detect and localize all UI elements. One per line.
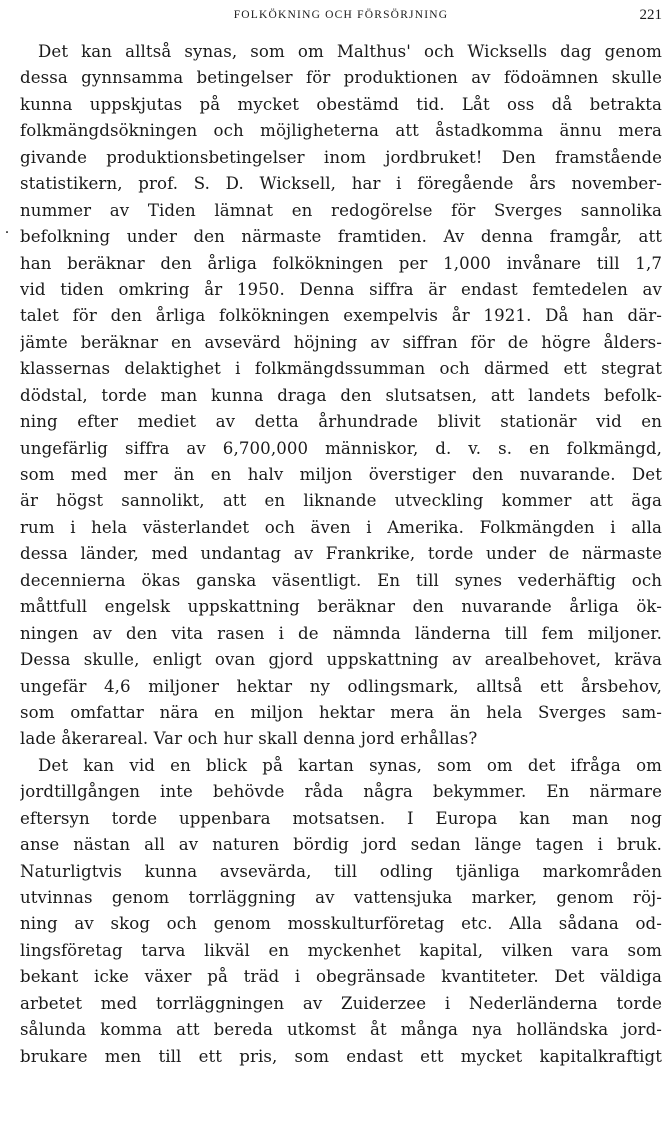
text-line: han beräknar den årliga folkökningen per 1,000 invånare till 1,7 [20, 253, 662, 273]
text-line: ungefärlig siffra av 6,700,000 människor, d. v. s. en folkmängd, [20, 438, 662, 458]
page-header [20, 6, 662, 28]
text-line: Naturligtvis kunna avsevärda, till odling tjänliga markområden [20, 861, 662, 881]
text-line: är högst sannolikt, att en liknande utveckling kommer att äga [20, 491, 662, 511]
text-line: som omfattar nära en miljon hektar mera än hela Sverges sam- [20, 702, 662, 722]
text-line: vid tiden omkring år 1950. Denna siffra är endast femtedelen av [20, 279, 662, 299]
text-line: kunna uppskjutas på mycket obestämd tid. Låt oss då betrakta [20, 94, 662, 114]
text-line: dessa länder, med undantag av Frankrike, torde under de närmaste [20, 544, 662, 564]
paragraph-2 [20, 753, 662, 1070]
body-text [20, 39, 662, 1070]
text-line: ning efter mediet av detta århundrade blivit stationär vid en [20, 412, 662, 432]
text-line: nummer av Tiden lämnat en redogörelse för Sverges sannolika [20, 200, 662, 220]
paragraph-1 [20, 39, 662, 753]
text-line: talet för den årliga folkökningen exempelvis år 1921. Då han där- [20, 306, 662, 326]
text-line: utvinnas genom torrläggning av vattensjuka marker, genom röj- [20, 888, 662, 907]
text-line: ningen av den vita rasen i de nämnda länderna till fem miljoner. [20, 623, 662, 643]
margin-mark: . [5, 220, 9, 237]
text-line: dessa gynnsamma betingelser för produktionen av födoämnen skulle [20, 68, 662, 88]
text-line: lade åkerareal. Var och hur skall denna jord erhållas? [20, 729, 478, 749]
text-line: anse nästan all av naturen bördig jord sedan länge tagen i bruk. [20, 835, 662, 855]
text-line: Det kan vid en blick på kartan synas, som om det ifråga om [38, 755, 662, 775]
text-line: lingsföretag tarva likväl en myckenhet kapital, vilken vara som [20, 940, 662, 960]
page-number: 221 [639, 7, 662, 23]
running-head: FOLKÖKNING OCH FÖRSÖRJNING [233, 9, 449, 21]
text-line: som med mer än en halv miljon överstiger den nuvarande. Det [20, 465, 662, 484]
text-line: sålunda komma att bereda utkomst åt många nya holländska jord- [20, 1020, 662, 1040]
text-line: arbetet med torrläggningen av Zuiderzee i Nederländerna torde [20, 993, 662, 1013]
text-line: folkmängdsökningen och möjligheterna att åstadkomma ännu mera [20, 121, 662, 141]
text-line: jordtillgången inte behövde råda några bekymmer. En närmare [20, 782, 662, 802]
text-line: klassernas delaktighet i folkmängdssumman och därmed ett stegrat [20, 359, 662, 379]
text-line: givande produktionsbetingelser inom jordbruket! Den framstående [20, 147, 662, 167]
text-line: jämte beräknar en avsevärd höjning av siffran för de högre ålders- [20, 332, 662, 352]
text-line: eftersyn torde uppenbara motsatsen. I Europa kan man nog [20, 808, 662, 828]
text-line: bekant icke växer på träd i obegränsade kvantiteter. Det väldiga [20, 967, 662, 987]
text-line: ungefär 4,6 miljoner hektar ny odlingsmark, alltså ett årsbehov, [20, 676, 662, 696]
text-line: Det kan alltså synas, som om Malthus' och Wicksells dag genom [38, 42, 662, 61]
text-line: dödstal, torde man kunna draga den slutsatsen, att landets befolk- [20, 385, 662, 405]
text-line: ning av skog och genom mosskulturföretag etc. Alla sådana od- [20, 914, 662, 934]
text-line: statistikern, prof. S. D. Wicksell, har i föregående års november- [20, 174, 662, 194]
text-line: rum i hela västerlandet och även i Amerika. Folkmängden i alla [20, 517, 662, 537]
text-line: måttfull engelsk uppskattning beräknar den nuvarande årliga ök- [20, 597, 662, 617]
text-line: Dessa skulle, enligt ovan gjord uppskattning av arealbehovet, kräva [20, 650, 662, 670]
text-line: befolkning under den närmaste framtiden. Av denna framgår, att [20, 227, 662, 247]
text-line: decennierna ökas ganska väsentligt. En till synes vederhäftig och [20, 570, 662, 590]
text-line: brukare men till ett pris, som endast ett mycket kapitalkraftigt [20, 1046, 662, 1066]
